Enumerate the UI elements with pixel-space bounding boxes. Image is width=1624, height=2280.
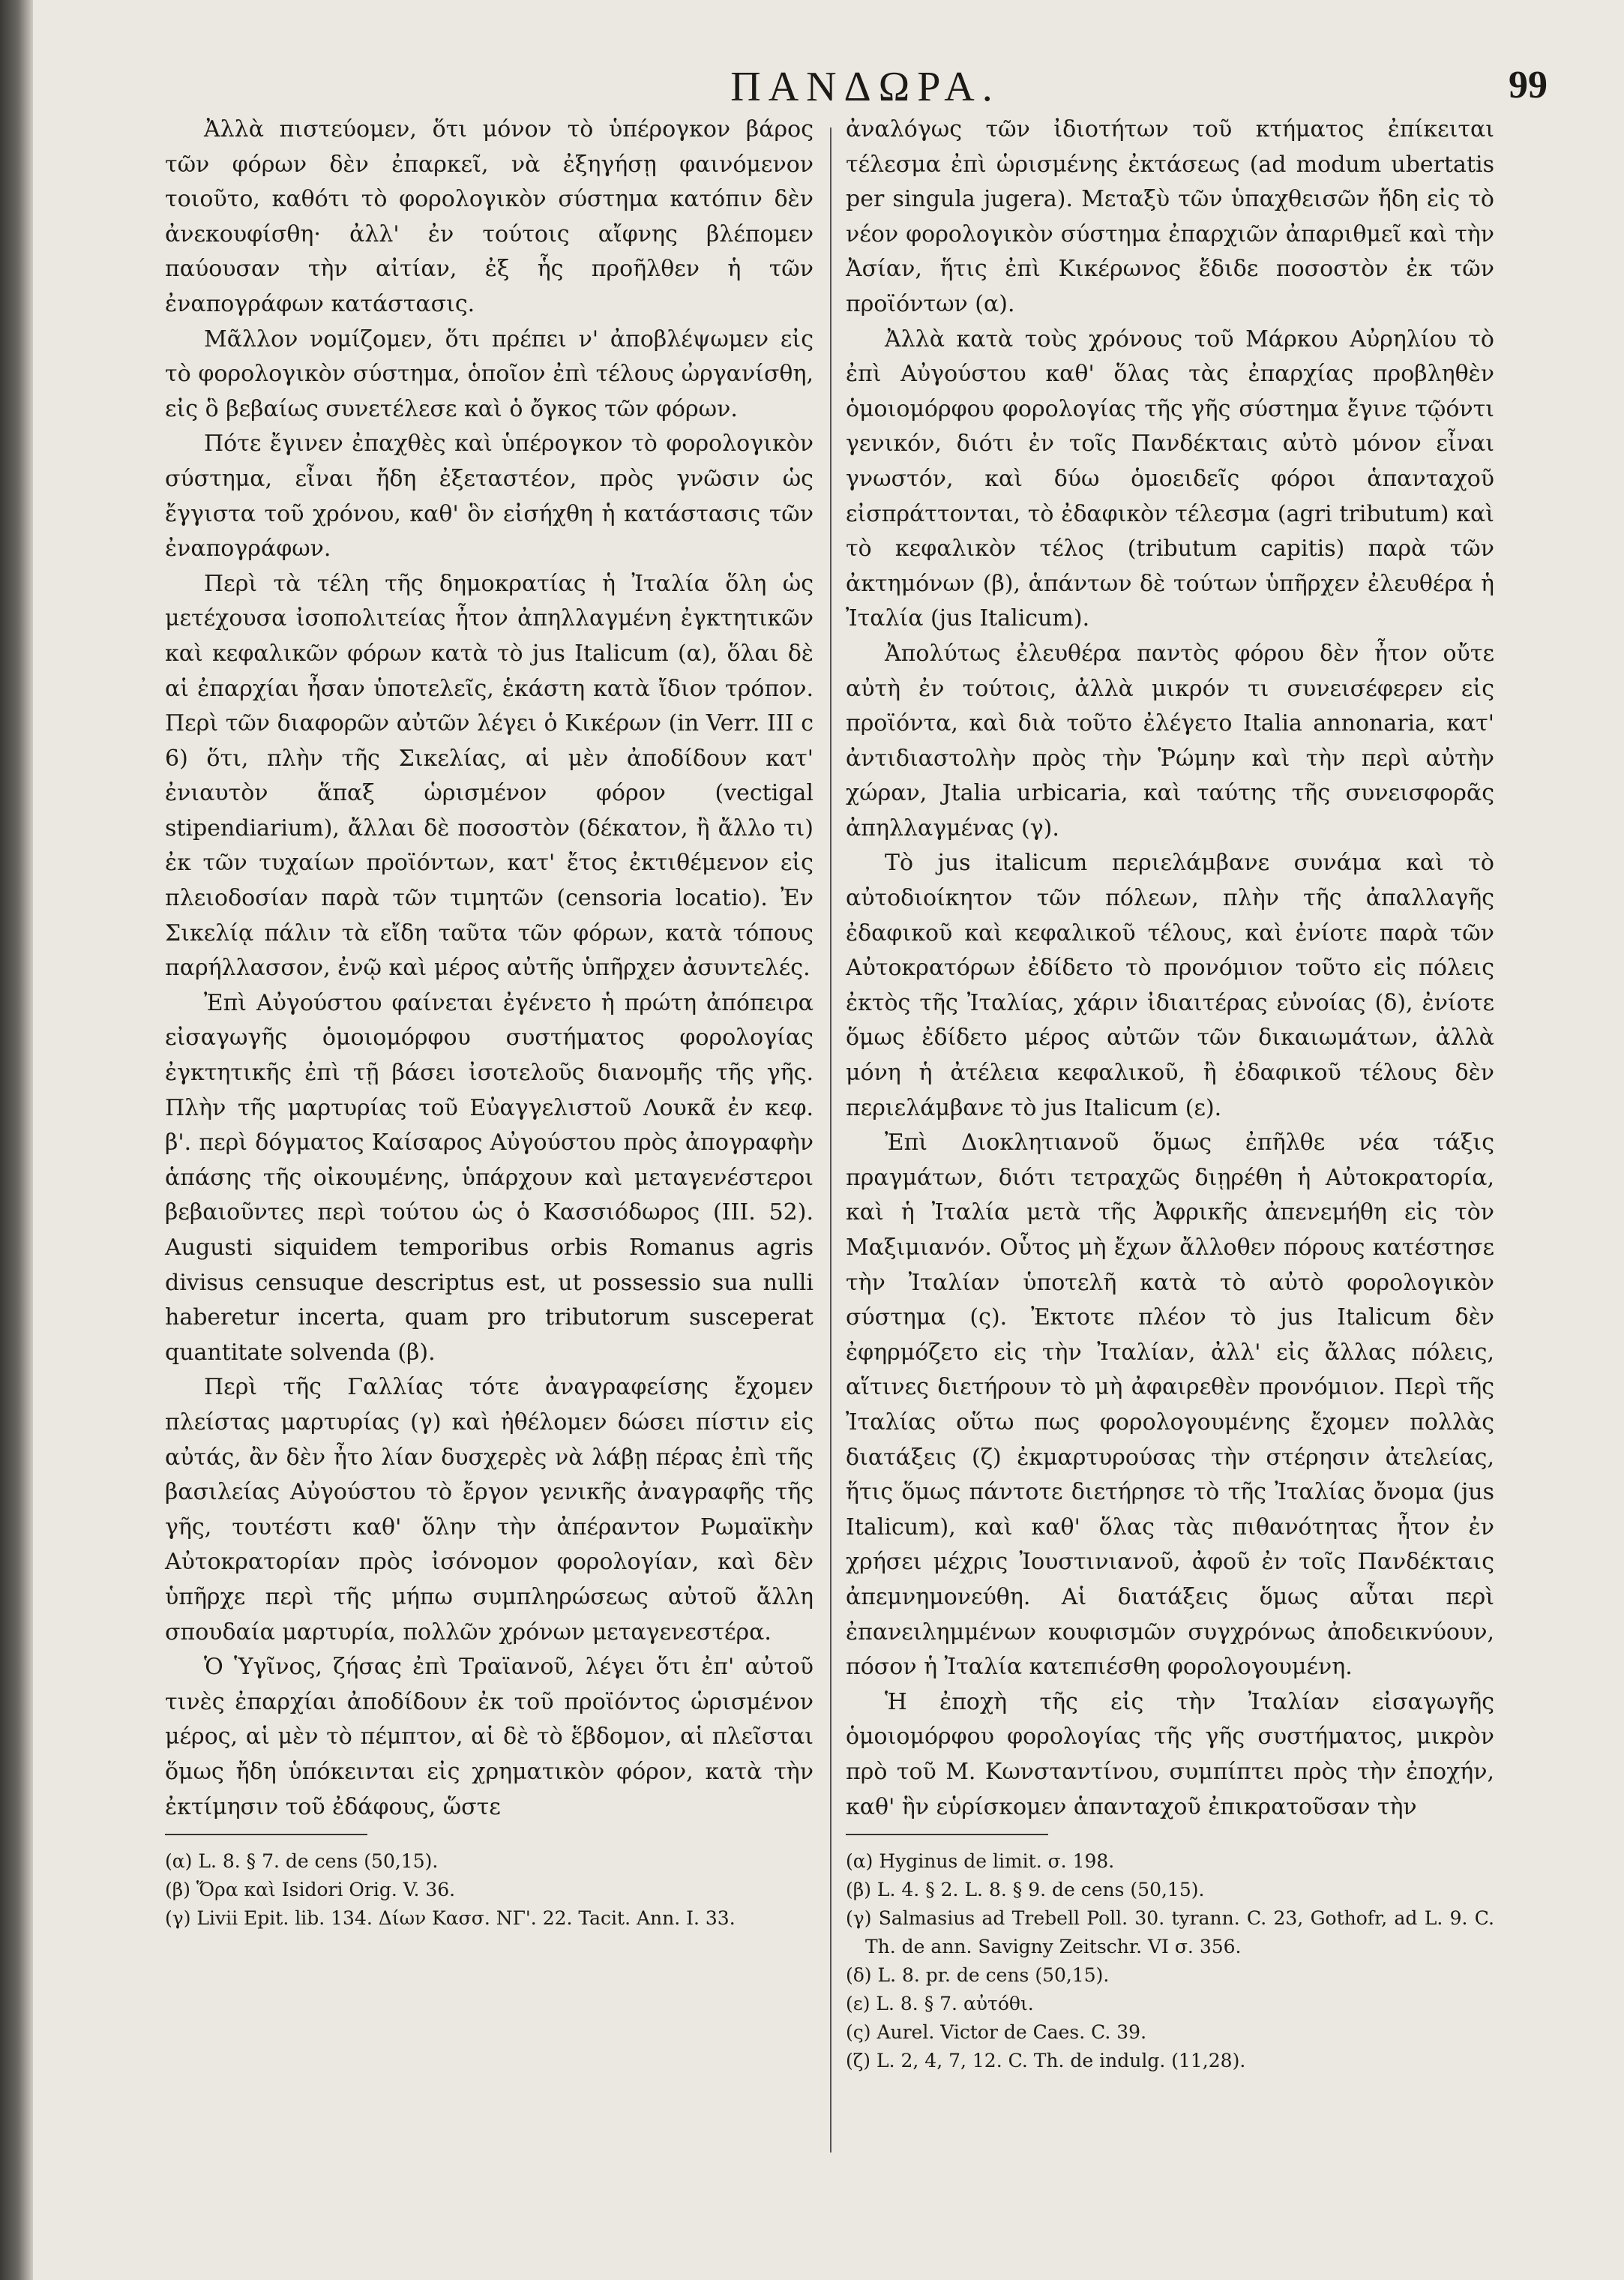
paragraph: Ἀλλὰ πιστεύομεν, ὅτι μόνον τὸ ὑπέρογκον βάρος τῶν φόρων δὲν ἐπαρκεῖ, νὰ ἐξηγήσῃ φαινόμενον τοιοῦτο, καθότι τὸ φορολογικὸν σύστημα κατόπιν δὲν ἀνεκουφίσθη· ἀλλ' ἐν τούτοις αἴφνης βλέπομεν παύουσαν τὴν αἰτίαν, ἐξ ἧς προῆλθεν ἡ τῶν ἐναπογράφων κατάστασις.	[165, 116, 813, 317]
left-column	[165, 112, 813, 1933]
footnote: (δ) L. 8. pr. de cens (50,15).	[846, 1964, 1110, 1987]
footnote-rule	[846, 1834, 1048, 1835]
footnote: (γ) Livii Epit. lib. 134. Δίων Κασσ. ΝΓ'. 22. Tacit. Ann. I. 33.	[165, 1907, 736, 1930]
footnotes-left	[165, 1847, 813, 1933]
paragraph: Περὶ τῆς Γαλλίας τότε ἀναγραφείσης ἔχομεν πλείστας μαρτυρίας (γ) καὶ ἠθέλομεν δώσει πίστιν εἰς αὐτάς, ἂν δὲν ἦτο λίαν δυσχερὲς νὰ λάβῃ πέρας ἐπὶ τῆς βασιλείας Αὐγούστου τὸ ἔργον γενικῆς ἀναγραφῆς τῆς γῆς, τουτέστι καθ' ὅλην τὴν ἀπέραντον Ρωμαϊκὴν Αὐτοκρατορίαν πρὸς ἰσόνομον φορολογίαν, καὶ δὲν ὑπῆρχε περὶ τῆς μήπω συμπληρώσεως αὐτοῦ ἄλλη σπουδαία μαρτυρία, πολλῶν χρόνων μεταγενεστέρα.	[165, 1374, 813, 1646]
page-number: 99	[1509, 64, 1548, 106]
paragraph: Ἐπὶ Αὐγούστου φαίνεται ἐγένετο ἡ πρώτη ἀπόπειρα εἰσαγωγῆς ὁμοιομόρφου συστήματος φορολογίας ἐγκτητικῆς ἐπὶ τῇ βάσει ἰσοτελοῦς διανομῆς τῆς γῆς. Πλὴν τῆς μαρτυρίας τοῦ Εὐαγγελιστοῦ Λουκᾶ ἐν κεφ. β'. περὶ δόγματος Καίσαρος Αὐγούστου πρὸς ἀπογραφὴν ἁπάσης τῆς οἰκουμένης, ὑπάρχουν καὶ μεταγενέστεροι βεβαιοῦντες περὶ τούτου ὡς ὁ Κασσιόδωρος (III. 52). Augusti siquidem temporibus orbis Romanus agris divisus censuque descriptus est, ut possessio sua nulli haberetur incerta, quam pro tributorum susceperat quantitate solvenda (β).	[165, 989, 813, 1366]
footnote: (γ) Salmasius ad Trebell Poll. 30. tyrann. C. 23, Gothofr, ad L. 9. C. Th. de ann. Savigny Zeitschr. VI σ. 356.	[846, 1907, 1494, 1958]
footnote: (ζ) L. 2, 4, 7, 12. C. Th. de indulg. (11,28).	[846, 2050, 1246, 2072]
paragraph: ἀναλόγως τῶν ἰδιοτήτων τοῦ κτήματος ἐπίκειται τέλεσμα ἐπὶ ὡρισμένης ἐκτάσεως (ad modum ubertatis per singula jugera). Μεταξὺ τῶν ὑπαχθεισῶν ἤδη εἰς τὸ νέον φορολογικὸν σύστημα ἐπαρχιῶν ἀπαριθμεῖ καὶ τὴν Ἀσίαν, ἥτις ἐπὶ Κικέρωνος ἔδιδε ποσοστὸν ἐκ τῶν προϊόντων (α).	[846, 116, 1494, 317]
book-page	[33, 0, 1624, 2280]
paragraph: Περὶ τὰ τέλη τῆς δημοκρατίας ἡ Ἰταλία ὅλη ὡς μετέχουσα ἰσοπολιτείας ἦτον ἀπηλλαγμένη ἐγκτητικῶν καὶ κεφαλικῶν φόρων κατὰ τὸ jus Italicum (α), ὅλαι δὲ αἱ ἐπαρχίαι ἦσαν ὑποτελεῖς, ἑκάστη κατὰ ἴδιον τρόπον. Περὶ τῶν διαφορῶν αὐτῶν λέγει ὁ Κικέρων (in Verr. III c 6) ὅτι, πλὴν τῆς Σικελίας, αἱ μὲν ἀποδίδουν κατ' ἐνιαυτὸν ἅπαξ ὡρισμένον φόρον (vectigal stipendiarium), ἄλλαι δὲ ποσοστὸν (δέκατον, ἢ ἄλλο τι) ἐκ τῶν τυχαίων προϊόντων, κατ' ἔτος ἐκτιθέμενον εἰς πλειοδοσίαν παρὰ τῶν τιμητῶν (censoria locatio). Ἐν Σικελίᾳ πάλιν τὰ εἴδη ταῦτα τῶν φόρων, κατὰ τόπους παρήλλασσον, ἐνῷ καὶ μέρος αὐτῆς ὑπῆρχεν ἀσυντελές.	[165, 570, 813, 982]
column-divider	[830, 128, 831, 2152]
footnote: (α) L. 8. § 7. de cens (50,15).	[165, 1850, 439, 1873]
footnote: (ε) L. 8. § 7. αὐτόθι.	[846, 1993, 1034, 2015]
paragraph: Τὸ jus italicum περιελάμβανε συνάμα καὶ τὸ αὐτοδιοίκητον τῶν πόλεων, πλὴν τῆς ἀπαλλαγῆς ἐδαφικοῦ καὶ κεφαλικοῦ τέλους, καὶ ἐνίοτε παρὰ τῶν Αὐτοκρατόρων ἐδίδετο τὸ προνόμιον τοῦτο εἰς πόλεις ἐκτὸς τῆς Ἰταλίας, χάριν ἰδιαιτέρας εὐνοίας (δ), ἐνίοτε ὅμως ἐδίδετο μέρος αὐτῶν τῶν δικαιωμάτων, ἀλλὰ μόνη ἡ ἀτέλεια κεφαλικοῦ, ἢ ἐδαφικοῦ τέλους δὲν περιελάμβανε τὸ jus Italicum (ε).	[846, 850, 1494, 1121]
footnote: (ς) Aurel. Victor de Caes. C. 39.	[846, 2021, 1147, 2044]
paragraph: Ἀλλὰ κατὰ τοὺς χρόνους τοῦ Μάρκου Αὐρηλίου τὸ ἐπὶ Αὐγούστου καθ' ὅλας τὰς ἐπαρχίας προβληθὲν ὁμοιομόρφου φορολογίας τῆς γῆς σύστημα ἔγινε τῷόντι γενικόν, διότι ἐν τοῖς Πανδέκταις αὐτὸ μόνον εἶναι γνωστόν, καὶ δύω ὁμοειδεῖς φόροι ἁπανταχοῦ εἰσπράττονται, τὸ ἐδαφικὸν τέλεσμα (agri tributum) καὶ τὸ κεφαλικὸν τέλος (tributum capitis) παρὰ τῶν ἀκτημόνων (β), ἁπάντων δὲ τούτων ὑπῆρχεν ἐλευθέρα ἡ Ἰταλία (jus Italicum).	[846, 326, 1494, 632]
footnote: (β) Ὅρα καὶ Isidori Orig. V. 36.	[165, 1879, 456, 1901]
paragraph: Πότε ἔγινεν ἐπαχθὲς καὶ ὑπέρογκον τὸ φορολογικὸν σύστημα, εἶναι ἤδη ἐξεταστέον, πρὸς γνῶσιν ὡς ἔγγιστα τοῦ χρόνου, καθ' ὃν εἰσήχθη ἡ κατάστασις τῶν ἐναπογράφων.	[165, 430, 813, 562]
footnote: (β) L. 4. § 2. L. 8. § 9. de cens (50,15).	[846, 1879, 1205, 1901]
footnote-rule	[165, 1834, 367, 1835]
running-head-title: ΠΑΝΔΩΡΑ.	[730, 64, 1000, 110]
paragraph: Ἡ ἐποχὴ τῆς εἰς τὴν Ἰταλίαν εἰσαγωγῆς ὁμοιομόρφου φορολογίας τῆς γῆς συστήματος, μικρὸν πρὸ τοῦ Μ. Κωνσταντίνου, συμπίπτει πρὸς τὴν ἐποχήν, καθ' ἣν εὑρίσκομεν ἁπανταχοῦ ἐπικρατοῦσαν τὴν	[846, 1688, 1494, 1820]
footnote: (α) Hyginus de limit. σ. 198.	[846, 1850, 1115, 1873]
binding-shadow	[0, 0, 33, 2280]
paragraph: Ἐπὶ Διοκλητιανοῦ ὅμως ἐπῆλθε νέα τάξις πραγμάτων, διότι τετραχῶς διῃρέθη ἡ Αὐτοκρατορία, καὶ ἡ Ἰταλία μετὰ τῆς Ἀφρικῆς ἀπενεμήθη εἰς τὸν Μαξιμιανόν. Οὗτος μὴ ἔχων ἄλλοθεν πόρους κατέστησε τὴν Ἰταλίαν ὑποτελῆ κατὰ τὸ αὐτὸ φορολογικὸν σύστημα (ς). Ἐκτοτε πλέον τὸ jus Italicum δὲν ἐφηρμόζετο εἰς τὴν Ἰταλίαν, ἀλλ' εἰς ἄλλας πόλεις, αἵτινες διετήρουν τὸ μὴ ἀφαιρεθὲν προνόμιον. Περὶ τῆς Ἰταλίας οὕτω πως φορολογουμένης ἔχομεν πολλὰς διατάξεις (ζ) ἐκμαρτυρούσας τὴν στέρησιν ἀτελείας, ἥτις ὅμως πάντοτε διετήρησε τὸ τῆς Ἰταλίας ὄνομα (jus Italicum), καὶ καθ' ὅλας τὰς πιθανότητας ἦτον ἐν χρήσει μέχρις Ἰουστινιανοῦ, ἀφοῦ ἐν τοῖς Πανδέκταις ἀπεμνημονεύθη. Αἱ διατάξεις ὅμως αὗται περὶ ἐπανειλημμένων κουφισμῶν συγχρόνως ἀποδεικνύουν, πόσον ἡ Ἰταλία κατεπιέσθη φορολογουμένη.	[846, 1130, 1494, 1681]
right-column	[846, 112, 1494, 2075]
paragraph: Ὁ Ὑγῖνος, ζήσας ἐπὶ Τραϊανοῦ, λέγει ὅτι ἐπ' αὐτοῦ τινὲς ἐπαρχίαι ἀποδίδουν ἐκ τοῦ προϊόντος ὡρισμένον μέρος, αἱ μὲν τὸ πέμπτον, αἱ δὲ τὸ ἕβδομον, αἱ πλεῖσται ὅμως ἤδη ὑπόκεινται εἰς χρηματικὸν φόρον, κατὰ τὴν ἐκτίμησιν τοῦ ἐδάφους, ὥστε	[165, 1654, 813, 1820]
paragraph: Μᾶλλον νομίζομεν, ὅτι πρέπει ν' ἀποβλέψωμεν εἰς τὸ φορολογικὸν σύστημα, ὁποῖον ἐπὶ τέλους ὠργανίσθη, εἰς ὃ βεβαίως συνετέλεσε καὶ ὁ ὄγκος τῶν φόρων.	[165, 326, 813, 422]
footnotes-right	[846, 1847, 1494, 2075]
paragraph: Ἀπολύτως ἐλευθέρα παντὸς φόρου δὲν ἦτον οὔτε αὐτὴ ἐν τούτοις, ἀλλὰ μικρόν τι συνεισέφερεν εἰς προϊόντα, καὶ διὰ τοῦτο ἐλέγετο Italia annonaria, κατ' ἀντιδιαστολὴν πρὸς τὴν Ῥώμην καὶ τὴν περὶ αὐτὴν χώραν, Jtalia urbicaria, καὶ ταύτης τῆς συνεισφορᾶς ἀπηλλαγμένας (γ).	[846, 640, 1494, 842]
